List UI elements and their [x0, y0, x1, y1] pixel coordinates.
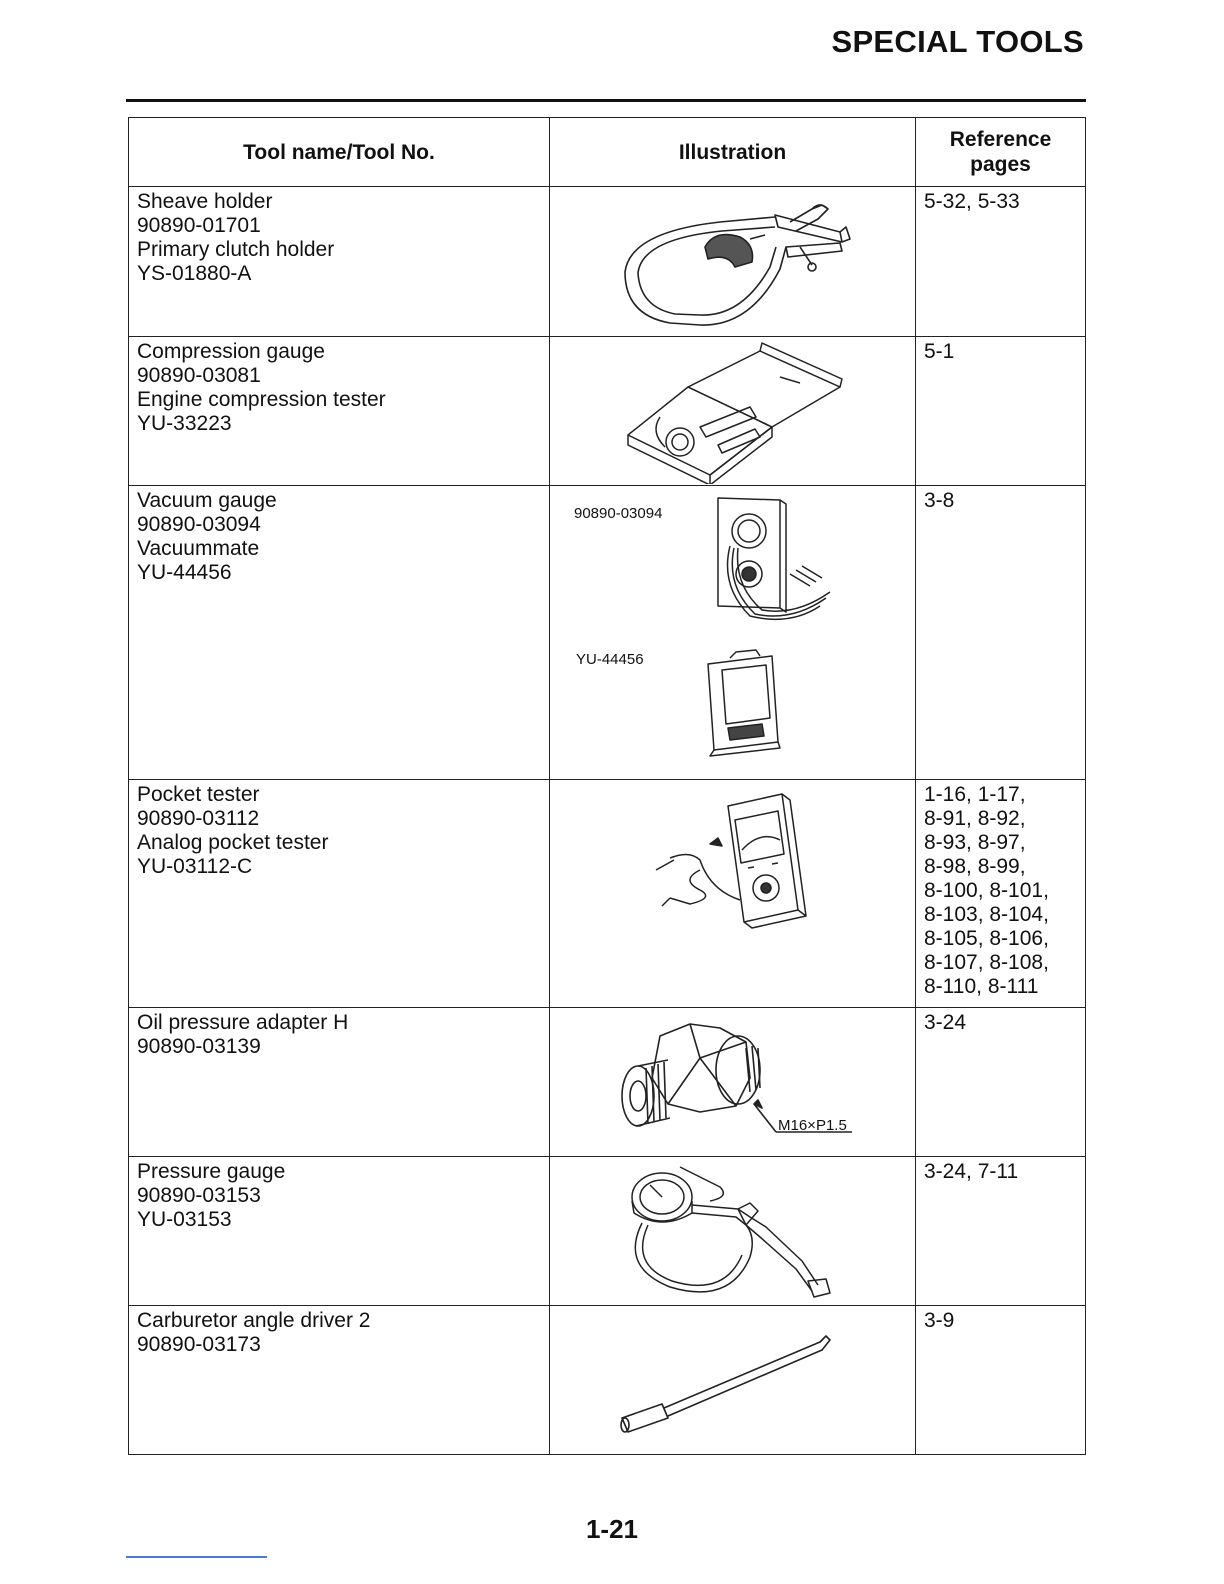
- reference-line: 8-103, 8-104,: [924, 903, 1049, 926]
- reference-line: 3-8: [924, 489, 955, 512]
- tool-name-line: 90890-03081: [137, 364, 261, 387]
- tool-name-line: 90890-01701: [137, 214, 261, 237]
- reference-line: 8-105, 8-106,: [924, 927, 1049, 950]
- illustration-cell: [550, 1157, 916, 1306]
- tool-name-cell: [129, 1008, 550, 1157]
- table-row: [129, 1306, 1086, 1455]
- tool-name-line: 90890-03173: [137, 1333, 261, 1356]
- illustration-cell: [550, 337, 916, 486]
- header-reference-pages: [916, 118, 1086, 187]
- tool-name-line: Sheave holder: [137, 190, 273, 213]
- header-tool-name: Tool name/Tool No.: [129, 118, 550, 187]
- reference-line: 8-100, 8-101,: [924, 879, 1049, 902]
- tool-name-line: 90890-03112: [137, 807, 260, 830]
- tool-name-cell: [129, 486, 550, 780]
- reference-cell: [916, 337, 1086, 486]
- tool-name-cell: [129, 780, 550, 1008]
- tool-name-line: YS-01880-A: [137, 262, 252, 285]
- reference-line: 8-93, 8-97,: [924, 831, 1026, 854]
- header-reference-line: Reference: [949, 128, 1052, 151]
- reference-line: 8-98, 8-99,: [924, 855, 1026, 878]
- tool-name-line: Analog pocket tester: [137, 831, 329, 854]
- tool-name-line: Compression gauge: [137, 340, 325, 363]
- vacuum-gauge-icon: [550, 486, 914, 778]
- illustration-cell: [550, 1008, 916, 1157]
- table-row: [129, 337, 1086, 486]
- reference-cell: [916, 486, 1086, 780]
- illustration-cell: [550, 486, 916, 780]
- sheave-holder-icon: [550, 187, 914, 335]
- ill-label-vacuummate: YU-44456: [576, 651, 644, 668]
- tool-name-cell: [129, 337, 550, 486]
- reference-line: 8-110, 8-111: [924, 975, 1039, 998]
- reference-line: 5-1: [924, 340, 955, 363]
- compression-gauge-icon: [550, 337, 914, 484]
- tool-name-line: 90890-03139: [137, 1035, 261, 1058]
- tool-name-line: Primary clutch holder: [137, 238, 335, 261]
- pressure-gauge-icon: [550, 1157, 914, 1304]
- table-header-row: [129, 118, 1086, 187]
- tool-name-line: YU-44456: [137, 561, 232, 584]
- reference-cell: [916, 1008, 1086, 1157]
- tool-name-line: 90890-03153: [137, 1184, 261, 1207]
- tool-name-line: YU-33223: [137, 412, 232, 435]
- reference-line: 3-9: [924, 1309, 955, 1332]
- tool-name-line: Engine compression tester: [137, 388, 386, 411]
- reference-line: 8-107, 8-108,: [924, 951, 1049, 974]
- tool-name-cell: [129, 187, 550, 337]
- tool-name-line: YU-03153: [137, 1208, 232, 1231]
- tool-name-line: Vacuummate: [137, 537, 260, 560]
- header-illustration: Illustration: [550, 118, 916, 187]
- tool-name-line: Pressure gauge: [137, 1160, 286, 1183]
- tool-name-cell: [129, 1157, 550, 1306]
- ill-label-vacuum-gauge: 90890-03094: [574, 505, 663, 522]
- table-row: [129, 1157, 1086, 1306]
- reference-cell: [916, 187, 1086, 337]
- tool-name-line: 90890-03094: [137, 513, 261, 536]
- tool-name-line: Carburetor angle driver 2: [137, 1309, 371, 1332]
- ill-label-thread-size: M16×P1.5: [778, 1117, 847, 1134]
- page-number: 1-21: [585, 1514, 639, 1544]
- tool-name-line: Vacuum gauge: [137, 489, 277, 512]
- table-row: [129, 1008, 1086, 1157]
- illustration-cell: [550, 187, 916, 337]
- table-row: [129, 780, 1086, 1008]
- special-tools-table: [128, 117, 1086, 1455]
- tool-name-line: Oil pressure adapter H: [137, 1011, 349, 1034]
- reference-cell: [916, 780, 1086, 1008]
- tool-name-cell: [129, 1306, 550, 1455]
- angle-driver-icon: [550, 1306, 914, 1453]
- table-row: [129, 187, 1086, 337]
- reference-line: 3-24, 7-11: [924, 1160, 1019, 1183]
- tool-name-line: Pocket tester: [137, 783, 260, 806]
- reference-line: 5-32, 5-33: [924, 190, 1020, 213]
- reference-cell: [916, 1306, 1086, 1455]
- header-reference-line: pages: [970, 153, 1031, 176]
- table-row: [129, 486, 1086, 780]
- reference-line: 1-16, 1-17,: [924, 783, 1026, 806]
- oil-pressure-adapter-icon: [550, 1008, 914, 1155]
- illustration-cell: [550, 1306, 916, 1455]
- illustration-cell: [550, 780, 916, 1008]
- tool-name-line: YU-03112-C: [137, 855, 253, 878]
- reference-cell: [916, 1157, 1086, 1306]
- reference-line: 3-24: [924, 1011, 967, 1034]
- page-title: SPECIAL TOOLS: [831, 24, 1084, 59]
- title-rule: [126, 99, 1086, 102]
- pocket-tester-icon: [550, 780, 914, 1006]
- reference-line: 8-91, 8-92,: [924, 807, 1026, 830]
- footer-link-underline[interactable]: [126, 1556, 267, 1558]
